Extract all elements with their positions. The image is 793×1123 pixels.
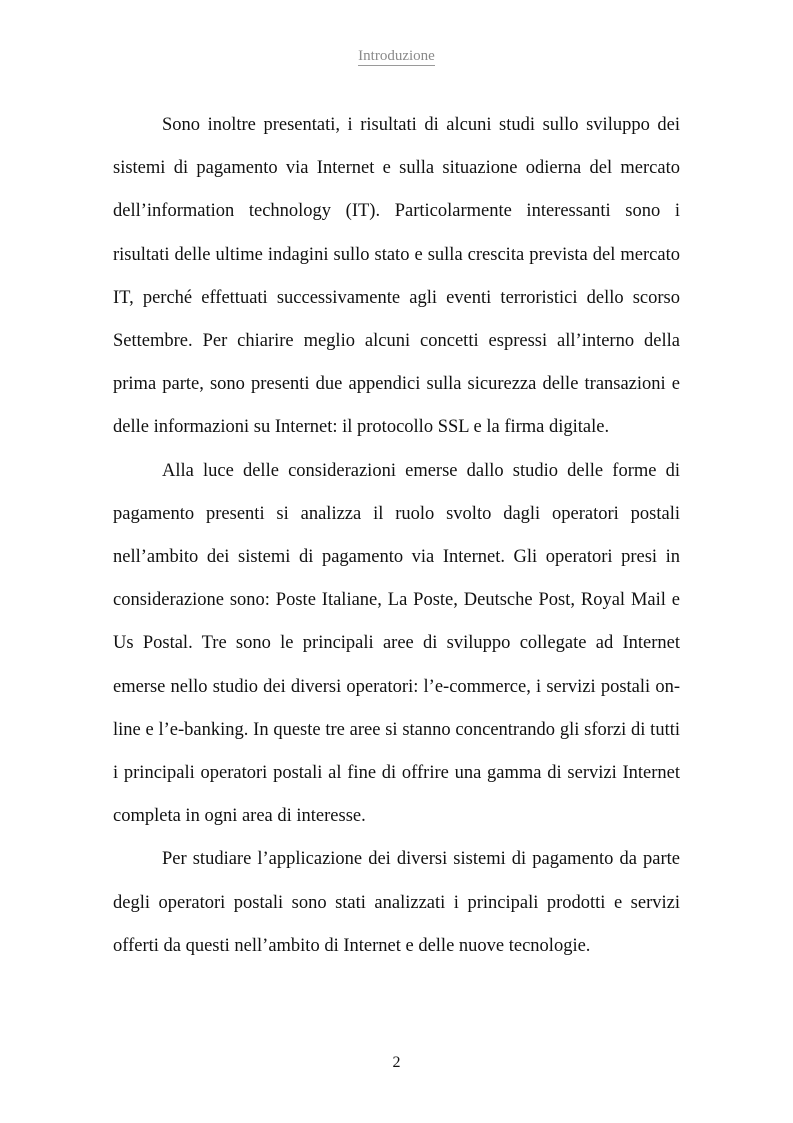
paragraph-3: Per studiare l’applicazione dei diversi sistemi di pagamento da parte degli operatori postali sono stati analizzati i principali prodotti e servizi offerti da questi nell’ambito di Internet e delle nuove tecnologie. xyxy=(113,849,680,956)
body-text xyxy=(113,104,680,968)
running-header xyxy=(0,48,793,65)
section-title: Introduzione xyxy=(358,48,435,64)
page-number: 2 xyxy=(392,1054,401,1071)
paragraph-2: Alla luce delle considerazioni emerse dallo studio delle forme di pagamento presenti si analizza il ruolo svolto dagli operatori postali nell’ambito dei sistemi di pagamento via Internet. Gli operatori presi in considerazione sono: Poste Italiane, La Poste, Deutsche Post, Royal Mail e Us Postal. Tre sono le principali aree di sviluppo collegate ad Internet emerse nello studio dei diversi operatori: l’e-commerce, i servizi postali on-line e l’e-banking. In queste tre aree si stanno concentrando gli sforzi di tutti i principali operatori postali al fine di offrire una gamma di servizi Internet completa in ogni area di interesse. xyxy=(113,460,680,827)
paragraph-1: Sono inoltre presentati, i risultati di alcuni studi sullo sviluppo dei sistemi di pagamento via Internet e sulla situazione odierna del mercato dell’information technology (IT). Particolarmente interessanti sono i risultati delle ultime indagini sullo stato e sulla crescita prevista del mercato IT, perché effettuati successivamente agli eventi terroristici dello scorso Settembre. Per chiarire meglio alcuni concetti espressi all’interno della prima parte, sono presenti due appendici sulla sicurezza delle transazioni e delle informazioni su Internet: il protocollo SSL e la firma digitale. xyxy=(113,115,680,438)
